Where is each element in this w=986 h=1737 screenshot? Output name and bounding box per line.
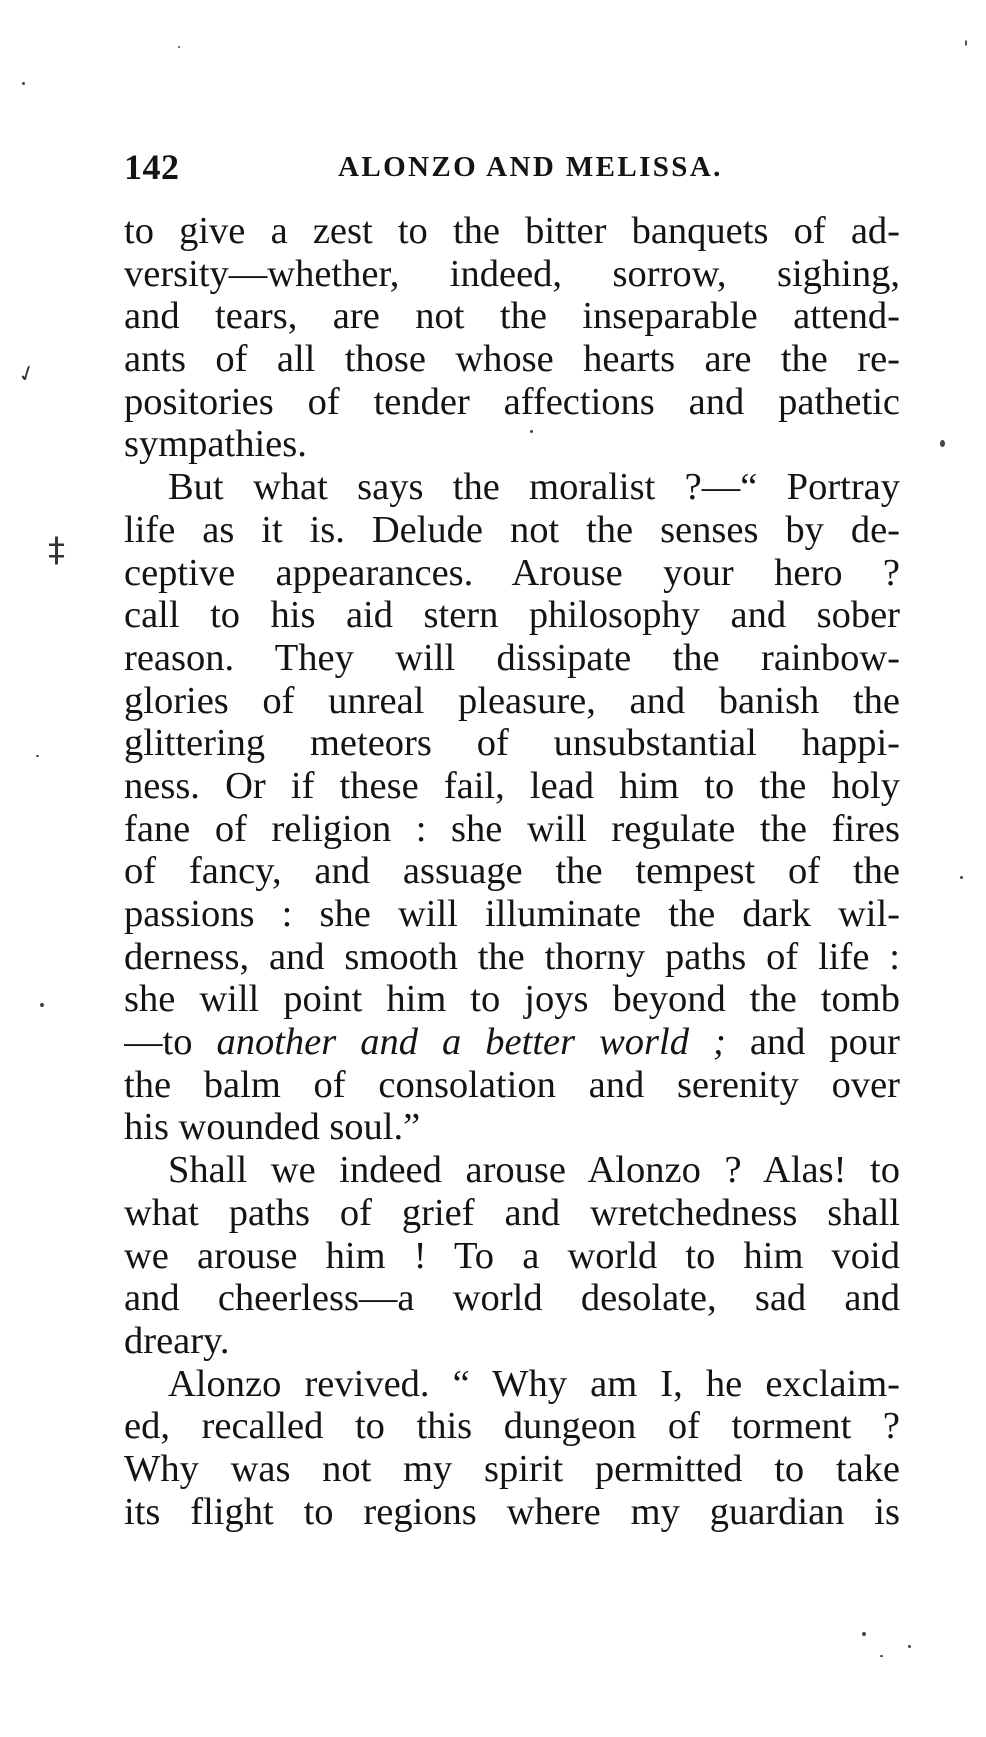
body-text: [124, 210, 900, 1533]
margin-pen-mark: ‡: [48, 530, 65, 570]
running-title: ALONZO AND MELISSA.: [338, 151, 723, 183]
page-number: 142: [124, 147, 180, 187]
text-line: what paths of grief and wretchedness shall: [124, 1191, 900, 1234]
text-line: glittering meteors of unsubstantial happi-: [124, 722, 900, 765]
paragraph-start-line: Alonzo revived. “ Why am I, he exclaim-: [168, 1362, 900, 1405]
line-segment: —to: [124, 1021, 217, 1064]
dust-speck: [965, 40, 967, 46]
italic-phrase: another and a better world ;: [216, 1021, 726, 1064]
dust-speck: [530, 430, 533, 433]
text-line: ants of all those whose hearts are the re-: [124, 338, 900, 381]
dust-speck: [960, 876, 963, 879]
running-head: [124, 142, 900, 192]
text-line: reason. They will dissipate the rainbow-: [124, 636, 900, 679]
text-line: fane of religion : she will regulate the fires: [124, 807, 900, 850]
line-segment: and pour: [725, 1021, 900, 1064]
text-line: ness. Or if these fail, lead him to the holy: [124, 764, 900, 807]
text-line: his wounded soul.”: [124, 1106, 421, 1149]
text-line: call to his aid stern philosophy and sober: [124, 594, 900, 637]
text-line-with-italic: [124, 1021, 900, 1064]
dust-speck: [940, 440, 945, 447]
margin-check-mark: ✓: [14, 359, 41, 390]
text-line: the balm of consolation and serenity over: [124, 1063, 900, 1106]
text-line: life as it is. Delude not the senses by de-: [124, 508, 900, 551]
text-line: and tears, are not the inseparable attend-: [124, 295, 900, 338]
dust-speck: [178, 46, 180, 48]
dust-speck: [40, 1003, 44, 1007]
text-line: ed, recalled to this dungeon of torment ?: [124, 1405, 900, 1448]
text-line: ceptive appearances. Arouse your hero ?: [124, 551, 900, 594]
text-line: dreary.: [124, 1319, 230, 1362]
text-line: versity—whether, indeed, sorrow, sighing,: [124, 252, 900, 295]
dust-speck: [36, 755, 39, 757]
text-line: she will point him to joys beyond the tomb: [124, 978, 900, 1021]
text-line: of fancy, and assuage the tempest of the: [124, 850, 900, 893]
text-line: glories of unreal pleasure, and banish the: [124, 679, 900, 722]
text-line: its flight to regions where my guardian is: [124, 1490, 900, 1533]
text-line: positories of tender affections and pathetic: [124, 380, 900, 423]
dust-speck: [862, 1632, 866, 1636]
dust-speck: [880, 1655, 883, 1657]
paragraph-start-line: But what says the moralist ?—“ Portray: [168, 466, 900, 509]
text-line: Why was not my spirit permitted to take: [124, 1447, 900, 1490]
dust-speck: [22, 82, 25, 85]
text-line: and cheerless—a world desolate, sad and: [124, 1277, 900, 1320]
paragraph-start-line: Shall we indeed arouse Alonzo ? Alas! to: [168, 1149, 900, 1192]
text-line: to give a zest to the bitter banquets of ad-: [124, 210, 900, 252]
text-line: derness, and smooth the thorny paths of life :: [124, 935, 900, 978]
text-line: passions : she will illuminate the dark wil-: [124, 893, 900, 935]
text-line: we arouse him ! To a world to him void: [124, 1234, 900, 1277]
dust-speck: [908, 1645, 911, 1648]
text-line: sympathies.: [124, 423, 307, 466]
